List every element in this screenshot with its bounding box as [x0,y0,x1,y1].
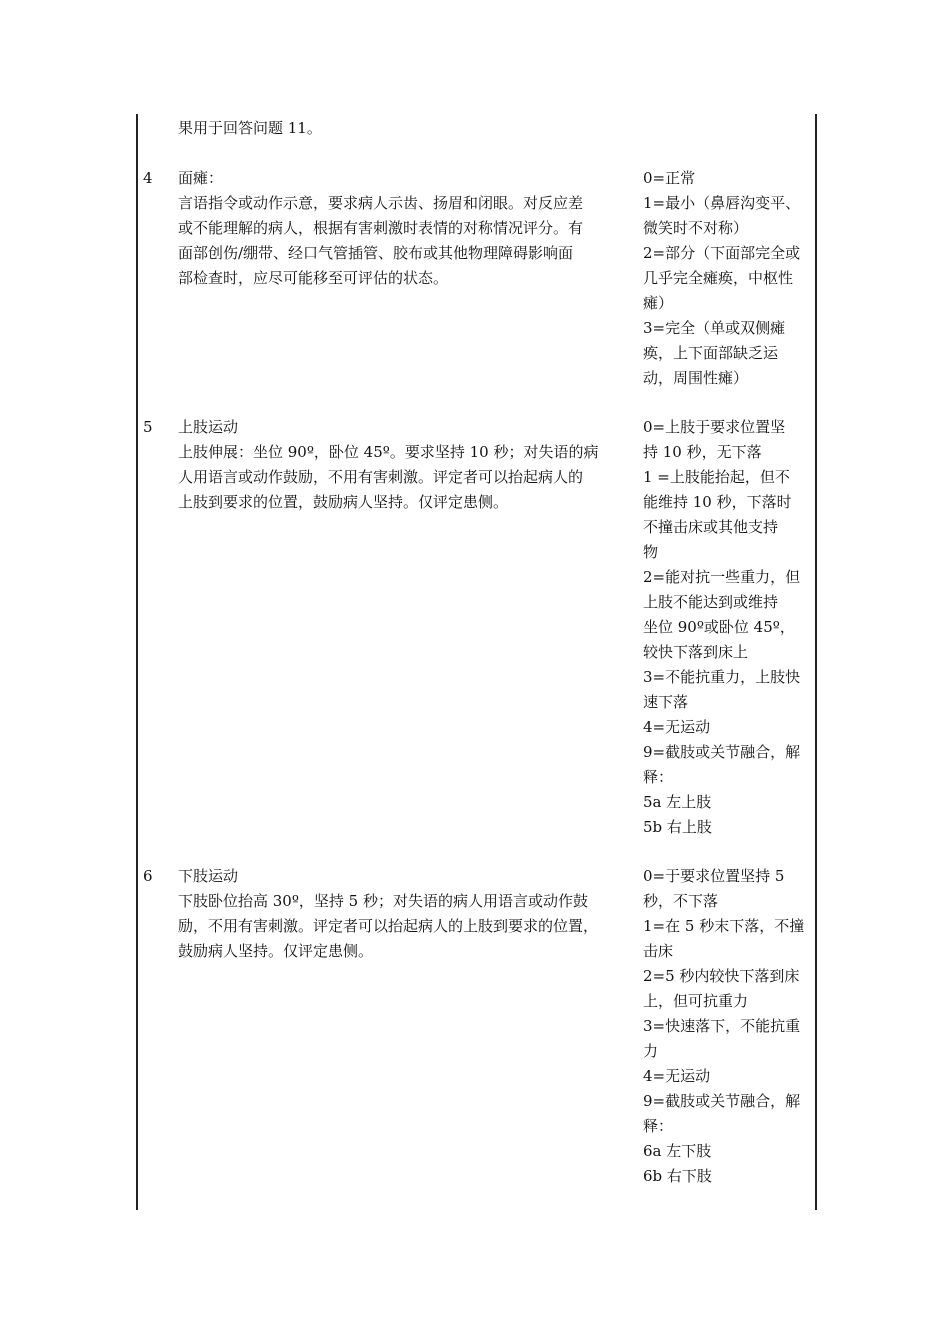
item-6-score-line: 6a 左下肢 [643,1142,712,1160]
item-6-score-line: 4=无运动 [643,1067,711,1085]
item-6-desc-line: 下肢卧位抬高 30º，坚持 5 秒；对失语的病人用语言或动作鼓 [178,892,588,910]
item-6-score-line: 秒，不下落 [643,892,719,910]
item-5-score-line: 物 [643,543,659,561]
item-6-score-line: 上，但可抗重力 [643,992,749,1010]
item-4-score-line: 3=完全（单或双侧瘫 [643,319,786,337]
item-6-desc-line: 鼓励病人坚持。仅评定患侧。 [178,942,374,960]
item-5-score-line: 3=不能抗重力，上肢快 [643,668,801,686]
item-6-score-line: 9=截肢或关节融合，解 [643,1092,801,1110]
item-4-score-line: 微笑时不对称） [643,219,749,237]
item-6-description [178,864,630,964]
item-number-4: 4 [143,169,153,187]
item-5-score-line: 0=上肢于要求位置坚 [643,418,786,436]
item-5-score-line: 9=截肢或关节融合，解 [643,743,801,761]
item-5-score-line: 较快下落到床上 [643,643,749,661]
item-4-desc-line: 部检查时，应尽可能移至可评估的状态。 [178,269,449,287]
item-6-desc-line: 励，不用有害刺激。评定者可以抬起病人的上肢到要求的位置， [178,917,599,935]
item-5-score-line: 持 10 秒，无下落 [643,443,762,461]
item-4-desc-line: 或不能理解的病人，根据有害刺激时表情的对称情况评分。有 [178,219,584,237]
item-5-description [178,415,630,515]
item-5-desc-line: 上肢到要求的位置，鼓励病人坚持。仅评定患侧。 [178,493,509,511]
item-5-score-line: 释： [643,768,674,786]
item-5-score-line: 能维持 10 秒，下落时 [643,493,792,511]
item-4-scoring [643,166,809,391]
item-6-score-line: 0=于要求位置坚持 5 [643,867,785,885]
item-5-score-line: 速下落 [643,693,689,711]
item-4-score-line: 瘫） [643,294,674,312]
item-4-title: 面瘫： [178,169,224,187]
item-5-desc-line: 上肢伸展：坐位 90º，卧位 45º。要求坚持 10 秒；对失语的病 [178,443,599,461]
item-number-6: 6 [143,867,153,885]
item-number-5: 5 [143,418,153,436]
item-5-score-line: 1 =上肢能抬起，但不 [643,468,790,486]
item-4-desc-line: 言语指令或动作示意，要求病人示齿、扬眉和闭眼。对反应差 [178,194,584,212]
item-6-score-line: 击床 [643,942,674,960]
item-5-score-line: 坐位 90º或卧位 45º， [643,618,795,636]
item-4-description [178,166,630,291]
item-5-scoring [643,415,809,840]
item-6-score-line: 3=快速落下，不能抗重 [643,1017,801,1035]
item-6-score-line: 2=5 秒内较快下落到床 [643,967,800,985]
item-5-score-line: 5a 左上肢 [643,793,712,811]
item-4-score-line: 2=部分（下面部完全或 [643,244,801,262]
item-5-title: 上肢运动 [178,418,239,436]
item-6-title: 下肢运动 [178,867,239,885]
item-6-score-line: 1=在 5 秒末下落，不撞 [643,917,805,935]
item-4-score-line: 动，周围性瘫） [643,369,749,387]
item-4-score-line: 痪，上下面部缺乏运 [643,344,779,362]
item-5-score-line: 不撞击床或其他支持 [643,518,779,536]
table-left-border [136,114,138,1210]
item-6-scoring [643,864,809,1189]
item-4-score-line: 0=正常 [643,169,696,187]
table-right-border [815,114,817,1210]
item-6-score-line: 6b 右下肢 [643,1167,712,1185]
item-6-score-line: 释： [643,1117,674,1135]
item-5-score-line: 5b 右上肢 [643,818,712,836]
item-6-score-line: 力 [643,1042,659,1060]
item-4-desc-line: 面部创伤/绷带、经口气管插管、胶布或其他物理障碍影响面 [178,244,574,262]
item-5-score-line: 4=无运动 [643,718,711,736]
item-5-desc-line: 人用语言或动作鼓励，不用有害刺激。评定者可以抬起病人的 [178,468,584,486]
item-5-score-line: 上肢不能达到或维持 [643,593,779,611]
continued-text [178,116,630,141]
item-4-score-line: 1=最小（鼻唇沟变平、 [643,194,801,212]
item-5-score-line: 2=能对抗一些重力，但 [643,568,801,586]
continued-text-line: 果用于回答问题 11。 [178,119,322,137]
item-4-score-line: 几乎完全瘫痪，中枢性 [643,269,794,287]
